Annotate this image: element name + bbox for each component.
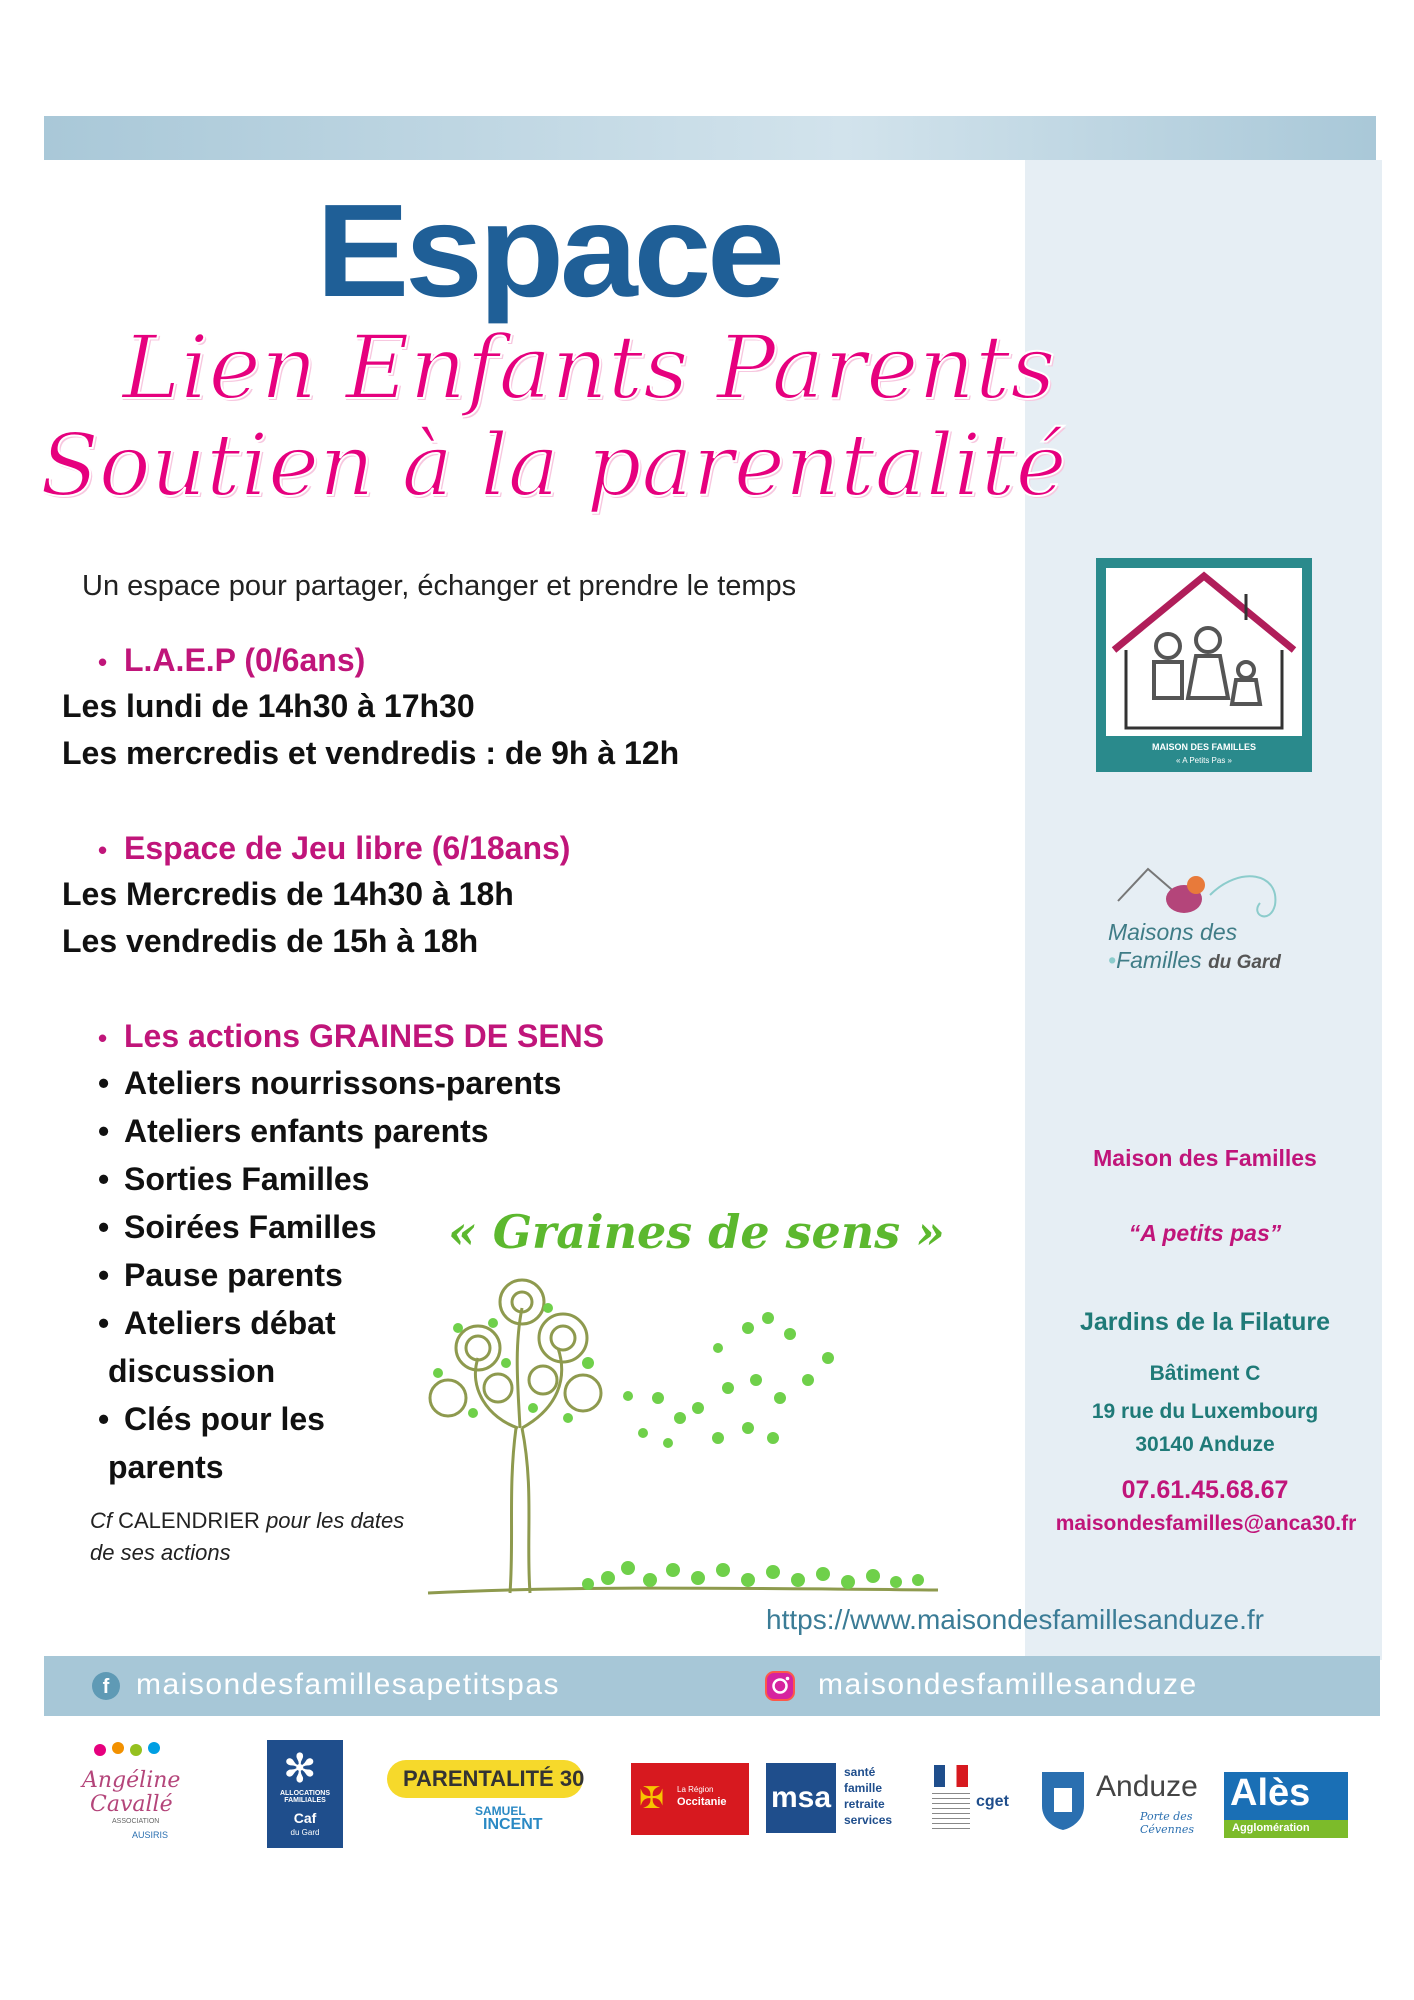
anduze-text-1: Anduze [1096, 1770, 1198, 1803]
contact-street: 19 rue du Luxembourg [1091, 1400, 1319, 1423]
tree-illustration [418, 1268, 948, 1600]
ales-text-1: Alès [1230, 1772, 1311, 1814]
cget-text: cget [976, 1793, 1009, 1810]
msa-logo [766, 1763, 916, 1835]
contact-name: Maison des Familles [1093, 1145, 1317, 1171]
gard-logo-line2: •Familles du Gard [1108, 947, 1281, 973]
title-lien-enfants-parents: Lien Enfants Parents [122, 316, 1056, 419]
note-dates: pour les dates [266, 1508, 405, 1533]
parentalite-30-logo [387, 1760, 587, 1840]
caf-text-3: du Gard [290, 1828, 320, 1837]
facebook-icon[interactable]: f [92, 1672, 120, 1700]
people-icon [86, 1740, 176, 1770]
leaves [433, 1303, 924, 1590]
samuel-text-1: SAMUEL [475, 1804, 526, 1818]
title-espace: Espace [316, 177, 781, 324]
angeline-text-4: AUSIRIS [132, 1830, 169, 1840]
maison-logo-caption-1: MAISON DES FAMILLES [1151, 742, 1256, 752]
anduze-shield-icon [1040, 1770, 1086, 1832]
anduze-logo [1040, 1770, 1210, 1850]
maisons-familles-gard-logo [1100, 855, 1320, 980]
angeline-text-3: ASSOCIATION [112, 1818, 160, 1825]
graines-item: • Sorties Familles [98, 1161, 369, 1198]
contact-building: Bâtiment C [1149, 1362, 1261, 1385]
website-link[interactable]: https://www.maisondesfamillesanduze.fr [766, 1604, 1264, 1635]
parentalite-text: PARENTALITÉ 30 [403, 1766, 585, 1791]
marianne-flag-icon [934, 1765, 968, 1787]
intro-text: Un espace pour partager, échanger et prendre le temps [82, 570, 797, 602]
laep-line-2: Les mercredis et vendredis : de 9h à 12h [62, 735, 680, 771]
jeu-libre-line-2: Les vendredis de 15h à 18h [62, 923, 479, 959]
gard-logo-familles: Familles [1116, 947, 1202, 973]
house-icon [1096, 558, 1312, 772]
caf-text-2: Caf [293, 1810, 317, 1826]
occitanie-text-2: Occitanie [677, 1796, 727, 1808]
contact-email[interactable]: maisondesfamilles@anca30.fr [1055, 1512, 1357, 1535]
msa-mark: msa [766, 1763, 836, 1833]
graines-item: • Pause parents [98, 1257, 343, 1294]
contact-city: 30140 Anduze [1135, 1433, 1275, 1456]
occitanie-text-1: La Région [677, 1785, 714, 1794]
facebook-handle[interactable]: maisondesfamillesapetitspas [136, 1668, 561, 1701]
maison-logo-caption-2: « A Petits Pas » [1175, 756, 1233, 765]
msa-text-2: famille [844, 1781, 883, 1795]
calendar-note-line-1 [90, 1508, 404, 1534]
msa-text-1: santé [844, 1765, 876, 1779]
maison-des-familles-logo [1096, 558, 1312, 772]
calendar-note-line-2: de ses actions [90, 1540, 231, 1565]
graines-heading: • Les actions GRAINES DE SENS [98, 1018, 604, 1055]
occitanie-logo [631, 1763, 749, 1835]
cget-logo [928, 1763, 1016, 1835]
ales-agglomeration-logo [1224, 1772, 1348, 1838]
anduze-text-2: Porte des Cévennes [1140, 1810, 1194, 1836]
graines-item: • Ateliers nourrissons-parents [98, 1065, 561, 1102]
gard-logo-du-gard: du Gard [1208, 952, 1281, 973]
laep-heading: • L.A.E.P (0/6ans) [98, 642, 365, 679]
angeline-cavalle-logo [72, 1740, 202, 1840]
graines-item-continuation: discussion [108, 1353, 276, 1389]
occitanie-cross-icon: ✠ [639, 1782, 665, 1815]
contact-phone[interactable]: 07.61.45.68.67 [1121, 1476, 1289, 1504]
ministry-text-block [932, 1793, 970, 1831]
caf-text-1: ALLOCATIONS FAMILIALES [279, 1790, 331, 1804]
title-soutien-parentalite: Soutien à la parentalité [40, 416, 1067, 516]
ales-text-2: Agglomération [1232, 1822, 1310, 1834]
jeu-libre-heading: • Espace de Jeu libre (6/18ans) [98, 830, 570, 867]
graines-item: • Ateliers enfants parents [98, 1113, 489, 1150]
contact-place: Jardins de la Filature [1079, 1308, 1331, 1336]
caf-snowflake-icon: ✻ [283, 1747, 317, 1791]
graines-item: • Clés pour les [98, 1401, 325, 1438]
note-calendrier: CALENDRIER [118, 1508, 260, 1533]
msa-text-3: retraite [844, 1797, 885, 1811]
gard-logo-line1: Maisons des [1108, 919, 1238, 945]
samuel-text-2: INCENT [483, 1816, 543, 1833]
msa-text-4: services [844, 1813, 893, 1827]
graines-item: • Soirées Familles [98, 1209, 377, 1246]
tree-trunk [510, 1428, 516, 1593]
jeu-libre-line-1: Les Mercredis de 14h30 à 18h [62, 876, 514, 912]
top-banner-bar [44, 116, 1376, 160]
instagram-handle[interactable]: maisondesfamillesanduze [818, 1668, 1198, 1701]
social-bar [44, 1656, 1380, 1716]
graines-item-continuation: parents [108, 1449, 224, 1485]
caf-logo [267, 1740, 343, 1848]
angeline-text-1: Angéline [82, 1768, 181, 1793]
graines-de-sens-title: « Graines de sens » [448, 1205, 945, 1259]
contact-subname: “A petits pas” [1128, 1220, 1282, 1246]
note-cf: Cf [90, 1508, 112, 1533]
laep-line-1: Les lundi de 14h30 à 17h30 [62, 688, 475, 724]
graines-item: • Ateliers débat [98, 1305, 336, 1342]
instagram-icon[interactable] [764, 1670, 796, 1702]
angeline-text-2: Cavallé [90, 1792, 173, 1817]
